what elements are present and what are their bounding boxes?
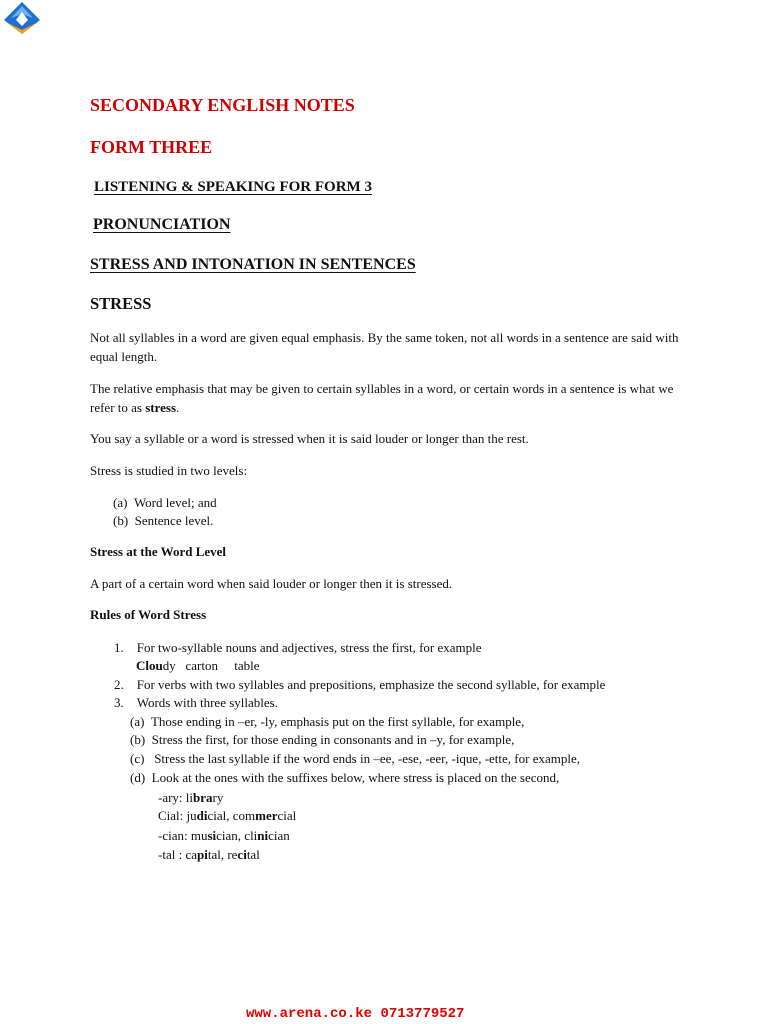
paragraph-2: The relative emphasis that may be given to certain syllables in a word, or certain words in a sentence is what we refer to as stress.	[90, 381, 674, 415]
paragraph-4: Stress is studied in two levels:	[90, 463, 248, 478]
rule-2: 2. For verbs with two syllables and prepositions, emphasize the second syllable, for example	[114, 677, 606, 692]
footer	[246, 1006, 464, 1022]
subrule-b: (b) Stress the first, for those ending in consonants and in –y, for example,	[130, 732, 515, 747]
rule-1: 1. For two-syllable nouns and adjectives, stress the first, for example	[114, 640, 482, 655]
document-title: SECONDARY ENGLISH NOTES	[90, 95, 355, 115]
suffix-ary: -ary: library	[158, 790, 224, 805]
paragraph-1: Not all syllables in a word are given equal emphasis. By the same token, not all words in a sentence are said with equal length.	[90, 330, 679, 364]
list-item: (b) Sentence level.	[113, 513, 214, 528]
word-level-heading: Stress at the Word Level	[90, 544, 227, 559]
section-heading: LISTENING & SPEAKING FOR FORM 3	[94, 179, 372, 195]
subtopic-heading: STRESS AND INTONATION IN SENTENCES	[90, 256, 416, 273]
paragraph-3: You say a syllable or a word is stressed when it is said louder or longer than the rest.	[90, 431, 529, 446]
suffix-cial: Cial: judicial, commercial	[158, 808, 297, 823]
subrule-c: (c) Stress the last syllable if the word ends in –ee, -ese, -eer, -ique, -ette, for example,	[130, 751, 580, 766]
subrule-d: (d) Look at the ones with the suffixes below, where stress is placed on the second,	[130, 770, 560, 785]
rule-1-examples: Cloudy carton table	[136, 658, 260, 673]
footer-phone: 0713779527	[380, 1006, 465, 1022]
suffix-tal: -tal : capital, recital	[158, 847, 260, 862]
footer-website[interactable]: www.arena.co.ke	[246, 1006, 373, 1022]
topic-heading: PRONUNCIATION	[93, 216, 231, 233]
word-level-text: A part of a certain word when said louder or longer then it is stressed.	[90, 576, 453, 591]
stress-heading: STRESS	[90, 294, 152, 313]
arena-logo	[0, 0, 44, 36]
subrule-a: (a) Those ending in –er, -ly, emphasis put on the first syllable, for example,	[130, 714, 525, 729]
list-item: (a) Word level; and	[113, 495, 217, 510]
form-title: FORM THREE	[90, 137, 213, 157]
suffix-cian: -cian: musician, clinician	[158, 828, 290, 843]
rule-3: 3. Words with three syllables.	[114, 695, 278, 710]
rules-heading: Rules of Word Stress	[90, 607, 207, 622]
